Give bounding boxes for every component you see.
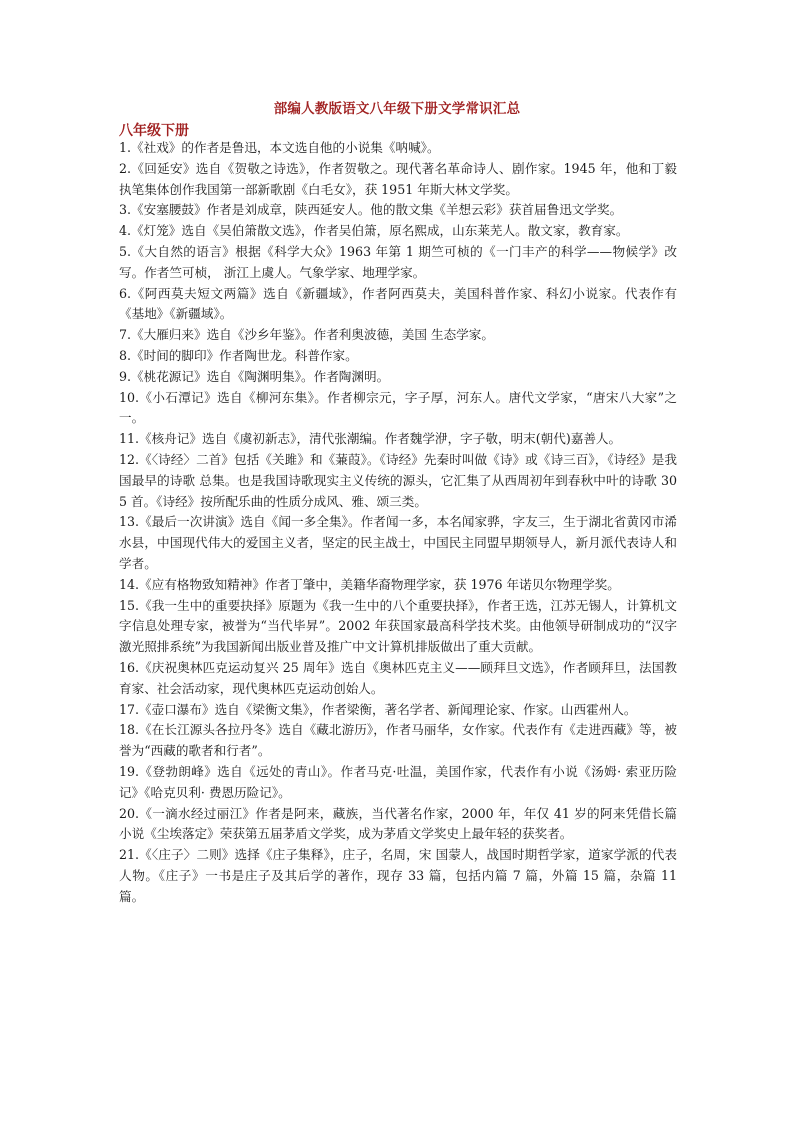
- list-item: 18.《在长江源头各拉丹冬》选自《藏北游历》，作者马丽华，女作家。代表作有《走进西藏》等，被誉为“西藏的歌者和行者”。: [119, 722, 677, 759]
- list-item: 1.《社戏》的作者是鲁迅，本文选自他的小说集《呐喊》。: [119, 140, 440, 155]
- list-item: 19.《登勃朗峰》选自《远处的青山》。作者马克·吐温，美国作家，代表作有小说《汤姆· 索亚历险记》《哈克贝利· 费恩历险记》。: [119, 763, 677, 800]
- list-item: 14.《应有格物致知精神》作者丁肇中，美籍华裔物理学家，获 1976 年诺贝尔物理学奖。: [119, 576, 620, 592]
- list-item: 6.《阿西莫夫短文两篇》选自《新疆域》，作者阿西莫夫，美国科普作家、科幻小说家。代表作有《基地》《新疆域》。: [119, 285, 677, 322]
- list-item: 17.《壶口瀑布》选自《梁衡文集》，作者梁衡，著名学者、新闻理论家、作家。山西霍州人。: [119, 701, 637, 717]
- list-item: 12.《〈诗经〉二首》包括《关雎》和《蒹葭》。《诗经》先秦时叫做《诗》或《诗三百》，《诗经》是我国最早的诗歌 总集。也是我国诗歌现实主义传统的源头，它汇集了从西周初年到春秋中叶的诗歌 305 首。《诗经》按所配乐曲的性质分成风、雅、颂三类。: [119, 451, 677, 509]
- list-item: 4.《灯笼》选自《吴伯箫散文选》，作者吴伯箫，原名熙成，山东莱芜人。散文家，教育家。: [119, 223, 629, 239]
- list-item: 21.《〈庄子〉二则》选择《庄子集释》，庄子，名周，宋 国蒙人，战国时期哲学家，道家学派的代表人物。《庄子》一书是庄子及其后学的著作，现存 33 篇，包括内篇 7 篇，外篇 15 篇，杂篇 11 篇。: [119, 847, 677, 904]
- list-item: 16.《庆祝奥林匹克运动复兴 25 周年》选自《奥林匹克主义——顾拜旦文选》，作者顾拜旦，法国教育家、社会活动家，现代奥林匹克运动创始人。: [119, 659, 677, 696]
- list-item: 13.《最后一次讲演》选自《闻一多全集》。作者闻一多，本名闻家骅，字友三，生于湖北省黄冈市浠水县，中国现代伟大的爱国主义者，坚定的民主战士，中国民主同盟早期领导人，新月派代表诗人和学者。: [119, 514, 677, 571]
- list-item: 10.《小石潭记》选自《柳河东集》。作者柳宗元，字子厚，河东人。唐代文学家，“唐宋八大家”之一。: [119, 389, 677, 426]
- list-item: 20.《一滴水经过丽江》作者是阿来，藏族，当代著名作家，2000 年，年仅 41 岁的阿来凭借长篇小说《尘埃落定》荣获第五届茅盾文学奖，成为茅盾文学奖史上最年轻的获奖者。: [119, 805, 677, 842]
- knowledge-list: [119, 138, 677, 907]
- list-item: 11.《核舟记》选自《虞初新志》，清代张潮编。作者魏学洢，字子敬，明末(朝代)嘉善人。: [119, 431, 622, 447]
- list-item: 15.《我一生中的重要抉择》原题为《我一生中的八个重要抉择》，作者王选，江苏无锡人，计算机文字信息处理专家，被誉为“当代毕昇”。2002 年获国家最高科学技术奖。由他领导研制成功的“汉字激光照排系统”为我国新闻出版业普及推广中文计算机排版做出了重大贡献。: [119, 597, 677, 655]
- list-item: 5.《大自然的语言》根据《科学大众》1963 年第 1 期竺可桢的《一门丰产的科学——物候学》改写。作者竺可桢， 浙江上虞人。气象学家、地理学家。: [119, 243, 677, 280]
- document-title: 部编人教版语文八年级下册文学常识汇总: [273, 101, 521, 117]
- list-item: 9.《桃花源记》选自《陶渊明集》。作者陶渊明。: [119, 368, 390, 384]
- list-item: 8.《时间的脚印》作者陶世龙。科普作家。: [119, 347, 358, 363]
- list-item: 3.《安塞腰鼓》作者是刘成章，陕西延安人。他的散文集《羊想云彩》获首届鲁迅文学奖。: [119, 202, 623, 218]
- list-item: 2.《回延安》选自《贺敬之诗选》，作者贺敬之。现代著名革命诗人、剧作家。1945 年，他和丁毅执笔集体创作我国第一部新歌剧《白毛女》，获 1951 年斯大林文学奖。: [119, 160, 677, 197]
- section-heading: 八年级下册: [119, 123, 189, 139]
- list-item: 7.《大雁归来》选自《沙乡年鉴》。作者利奥波德，美国 生态学家。: [119, 327, 494, 343]
